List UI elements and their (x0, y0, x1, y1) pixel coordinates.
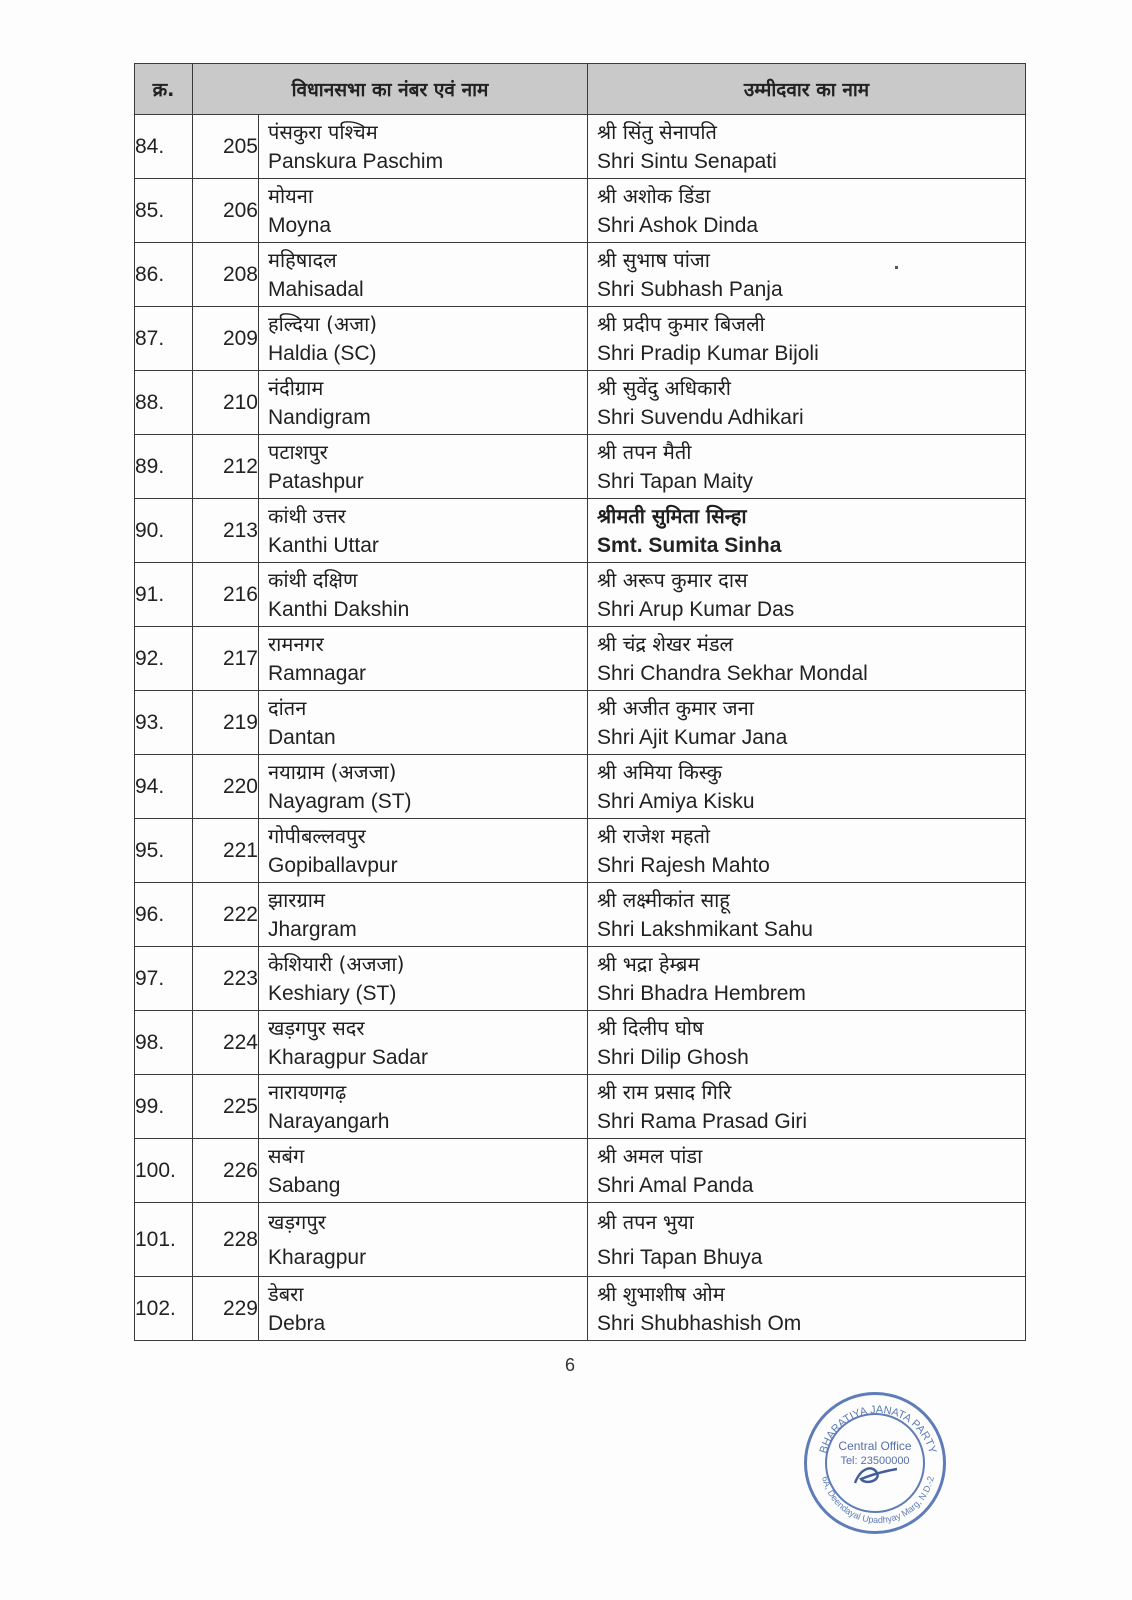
constituency-number: 220 (193, 755, 259, 819)
constituency-name-english: Dantan (268, 725, 336, 749)
candidate-cell (588, 883, 1026, 947)
constituency-name-english: Debra (268, 1311, 326, 1335)
candidate-name-english: Shri Dilip Ghosh (597, 1045, 749, 1069)
candidate-cell (588, 627, 1026, 691)
table-row (135, 563, 1026, 627)
table-row (135, 755, 1026, 819)
constituency-number: 224 (193, 1011, 259, 1075)
constituency-name-hindi: कांथी दक्षिण (268, 567, 358, 592)
constituency-number: 217 (193, 627, 259, 691)
candidate-name-english: Shri Amal Panda (597, 1173, 754, 1197)
constituency-name-hindi: मोयना (268, 183, 314, 208)
candidate-cell (588, 691, 1026, 755)
constituency-cell (259, 1139, 588, 1203)
constituency-name-english: Patashpur (268, 469, 364, 493)
table-row (135, 1139, 1026, 1203)
candidate-name-english: Shri Ashok Dinda (597, 213, 759, 237)
table-row (135, 371, 1026, 435)
candidate-name-english: Shri Bhadra Hembrem (597, 981, 806, 1005)
constituency-name-english: Kharagpur (268, 1245, 367, 1269)
candidate-name-english: Shri Ajit Kumar Jana (597, 725, 788, 749)
constituency-name-hindi: खड़गपुर सदर (268, 1015, 365, 1040)
candidate-cell (588, 243, 1026, 307)
candidate-name-english: Shri Arup Kumar Das (597, 597, 795, 621)
candidate-name-english: Shri Shubhashish Om (597, 1311, 802, 1335)
candidate-name-english: Shri Lakshmikant Sahu (597, 917, 813, 941)
candidate-name-hindi: श्री अमिया किस्कु (597, 759, 722, 784)
candidate-name-hindi: श्री सुवेंदु अधिकारी (597, 375, 731, 400)
candidate-name-english: Smt. Sumita Sinha (597, 533, 782, 557)
candidate-cell (588, 1011, 1026, 1075)
serial-number: 99. (135, 1075, 193, 1139)
constituency-cell (259, 435, 588, 499)
constituency-name-hindi: झारग्राम (268, 887, 325, 912)
constituency-name-hindi: नंदीग्राम (268, 375, 324, 400)
constituency-number: 228 (193, 1203, 259, 1277)
constituency-number: 208 (193, 243, 259, 307)
candidate-name-hindi: श्री अरूप कुमार दास (597, 567, 748, 592)
serial-number: 86. (135, 243, 193, 307)
constituency-number: 213 (193, 499, 259, 563)
candidate-name-hindi: श्री भद्रा हेम्ब्रम (597, 951, 700, 976)
table-row (135, 883, 1026, 947)
table-row (135, 179, 1026, 243)
constituency-name-hindi: रामनगर (268, 631, 324, 656)
constituency-name-hindi: गोपीबल्लवपुर (268, 823, 366, 848)
constituency-cell (259, 115, 588, 179)
constituency-number: 212 (193, 435, 259, 499)
candidate-name-hindi: श्री अमल पांडा (597, 1143, 703, 1168)
constituency-number: 205 (193, 115, 259, 179)
candidate-cell (588, 307, 1026, 371)
constituency-cell (259, 627, 588, 691)
candidate-cell (588, 1203, 1026, 1277)
constituency-number: 229 (193, 1277, 259, 1341)
constituency-cell (259, 307, 588, 371)
constituency-name-english: Kanthi Uttar (268, 533, 379, 557)
constituency-cell (259, 499, 588, 563)
constituency-number: 226 (193, 1139, 259, 1203)
constituency-name-english: Mahisadal (268, 277, 364, 301)
constituency-name-hindi: नारायणगढ़ (268, 1079, 347, 1104)
serial-number: 97. (135, 947, 193, 1011)
candidate-cell (588, 563, 1026, 627)
candidate-cell (588, 499, 1026, 563)
constituency-name-english: Moyna (268, 213, 332, 237)
table-row (135, 115, 1026, 179)
candidate-name-hindi: श्री राम प्रसाद गिरि (597, 1079, 732, 1104)
constituency-cell (259, 883, 588, 947)
constituency-cell (259, 755, 588, 819)
constituency-name-english: Sabang (268, 1173, 341, 1197)
constituency-number: 223 (193, 947, 259, 1011)
serial-number: 89. (135, 435, 193, 499)
table-row (135, 499, 1026, 563)
constituency-cell (259, 179, 588, 243)
party-office-stamp (804, 1392, 946, 1534)
candidate-name-english: Shri Sintu Senapati (597, 149, 777, 173)
constituency-cell (259, 1203, 588, 1277)
stamp-ring-top: BHARATIYA JANATA PARTY (817, 1403, 939, 1455)
constituency-name-english: Panskura Paschim (268, 149, 444, 173)
table-row (135, 1011, 1026, 1075)
constituency-cell (259, 691, 588, 755)
constituency-name-hindi: नयाग्राम (अजजा) (268, 759, 397, 784)
candidate-cell (588, 179, 1026, 243)
serial-number: 102. (135, 1277, 193, 1341)
candidate-name-hindi: श्री सुभाष पांजा (597, 247, 710, 272)
candidate-name-hindi: श्री तपन भुया (597, 1209, 694, 1234)
candidate-name-hindi: श्री प्रदीप कुमार बिजली (597, 311, 765, 336)
candidate-cell (588, 947, 1026, 1011)
candidate-cell (588, 1139, 1026, 1203)
serial-number: 98. (135, 1011, 193, 1075)
serial-number: 91. (135, 563, 193, 627)
scan-speck (895, 266, 898, 269)
table-row (135, 819, 1026, 883)
constituency-name-hindi: डेबरा (268, 1281, 304, 1306)
table-row (135, 435, 1026, 499)
constituency-number: 216 (193, 563, 259, 627)
candidate-name-english: Shri Tapan Bhuya (597, 1245, 763, 1269)
candidate-cell (588, 1277, 1026, 1341)
constituency-cell (259, 1277, 588, 1341)
constituency-number: 225 (193, 1075, 259, 1139)
serial-number: 92. (135, 627, 193, 691)
candidate-name-hindi: श्री दिलीप घोष (597, 1015, 704, 1040)
candidate-name-english: Shri Suvendu Adhikari (597, 405, 804, 429)
candidate-name-english: Shri Subhash Panja (597, 277, 783, 301)
signature-icon (851, 1461, 901, 1491)
candidate-name-hindi: श्री चंद्र शेखर मंडल (597, 631, 734, 656)
constituency-name-english: Keshiary (ST) (268, 981, 397, 1005)
constituency-number: 221 (193, 819, 259, 883)
candidate-cell (588, 1075, 1026, 1139)
serial-number: 84. (135, 115, 193, 179)
constituency-name-english: Gopiballavpur (268, 853, 398, 877)
constituency-name-english: Ramnagar (268, 661, 367, 685)
constituency-number: 222 (193, 883, 259, 947)
candidate-name-hindi: श्री अजीत कुमार जना (597, 695, 754, 720)
constituency-number: 219 (193, 691, 259, 755)
table-row (135, 691, 1026, 755)
constituency-cell (259, 1011, 588, 1075)
constituency-name-hindi: केशियारी (अजजा) (268, 951, 405, 976)
candidate-name-english: Shri Pradip Kumar Bijoli (597, 341, 819, 365)
constituency-name-english: Nayagram (ST) (268, 789, 412, 813)
constituency-name-english: Haldia (SC) (268, 341, 377, 365)
serial-number: 100. (135, 1139, 193, 1203)
candidate-cell (588, 371, 1026, 435)
table-row (135, 1277, 1026, 1341)
constituency-number: 209 (193, 307, 259, 371)
stamp-office-label: Central Office (838, 1439, 912, 1453)
constituency-name-hindi: दांतन (268, 695, 307, 720)
candidate-cell (588, 115, 1026, 179)
constituency-name-english: Narayangarh (268, 1109, 390, 1133)
serial-number: 85. (135, 179, 193, 243)
candidate-name-hindi: श्री सिंतु सेनापति (597, 119, 717, 144)
candidate-name-hindi: श्री राजेश महतो (597, 823, 711, 848)
constituency-name-hindi: खड़गपुर (268, 1209, 326, 1234)
stamp-tel-label: Tel: 23500000 (840, 1455, 910, 1467)
constituency-name-english: Kanthi Dakshin (268, 597, 410, 621)
stamp-ring-bottom: 6A, Deendayal Upadhyay Marg, N.D.-2 (820, 1475, 936, 1526)
serial-number: 88. (135, 371, 193, 435)
candidate-name-hindi: श्री लक्ष्मीकांत साहू (597, 887, 730, 912)
table-body (135, 115, 1026, 1341)
candidate-cell (588, 435, 1026, 499)
table-row (135, 1075, 1026, 1139)
serial-number: 93. (135, 691, 193, 755)
constituency-cell (259, 819, 588, 883)
table-row (135, 627, 1026, 691)
candidate-name-hindi: श्री अशोक डिंडा (597, 183, 711, 208)
candidate-name-english: Shri Tapan Maity (597, 469, 754, 493)
candidate-name-hindi: श्रीमती सुमिता सिन्हा (597, 503, 747, 528)
constituency-number: 210 (193, 371, 259, 435)
constituency-number: 206 (193, 179, 259, 243)
candidate-name-english: Shri Rama Prasad Giri (597, 1109, 808, 1133)
constituency-name-hindi: कांथी उत्तर (268, 503, 346, 528)
header-serial: क्र. (135, 64, 193, 115)
header-candidate: उम्मीदवार का नाम (588, 64, 1026, 115)
constituency-name-english: Jhargram (268, 917, 357, 941)
constituency-cell (259, 947, 588, 1011)
header-constituency: विधानसभा का नंबर एवं नाम (193, 64, 588, 115)
candidate-name-english: Shri Amiya Kisku (597, 789, 755, 813)
candidate-cell (588, 819, 1026, 883)
constituency-name-english: Kharagpur Sadar (268, 1045, 428, 1069)
serial-number: 95. (135, 819, 193, 883)
candidate-cell (588, 755, 1026, 819)
serial-number: 87. (135, 307, 193, 371)
table-row (135, 947, 1026, 1011)
constituency-cell (259, 1075, 588, 1139)
constituency-cell (259, 243, 588, 307)
constituency-name-hindi: महिषादल (268, 247, 337, 272)
serial-number: 94. (135, 755, 193, 819)
constituency-name-hindi: पटाशपुर (268, 439, 328, 464)
constituency-name-hindi: हल्दिया (अजा) (268, 311, 378, 336)
constituency-name-hindi: पंसकुरा पश्चिम (268, 119, 378, 144)
candidate-name-english: Shri Rajesh Mahto (597, 853, 770, 877)
serial-number: 101. (135, 1203, 193, 1277)
table-row (135, 307, 1026, 371)
constituency-name-hindi: सबंग (268, 1143, 305, 1168)
constituency-name-english: Nandigram (268, 405, 371, 429)
candidate-list-table (134, 63, 1026, 1341)
candidate-name-hindi: श्री तपन मैती (597, 439, 692, 464)
candidate-name-hindi: श्री शुभाशीष ओम (597, 1281, 725, 1306)
page-number: 6 (564, 1355, 575, 1375)
constituency-cell (259, 371, 588, 435)
serial-number: 96. (135, 883, 193, 947)
table-header-row (135, 64, 1026, 115)
table-row (135, 243, 1026, 307)
serial-number: 90. (135, 499, 193, 563)
constituency-cell (259, 563, 588, 627)
candidate-name-english: Shri Chandra Sekhar Mondal (597, 661, 868, 685)
table-row (135, 1203, 1026, 1277)
